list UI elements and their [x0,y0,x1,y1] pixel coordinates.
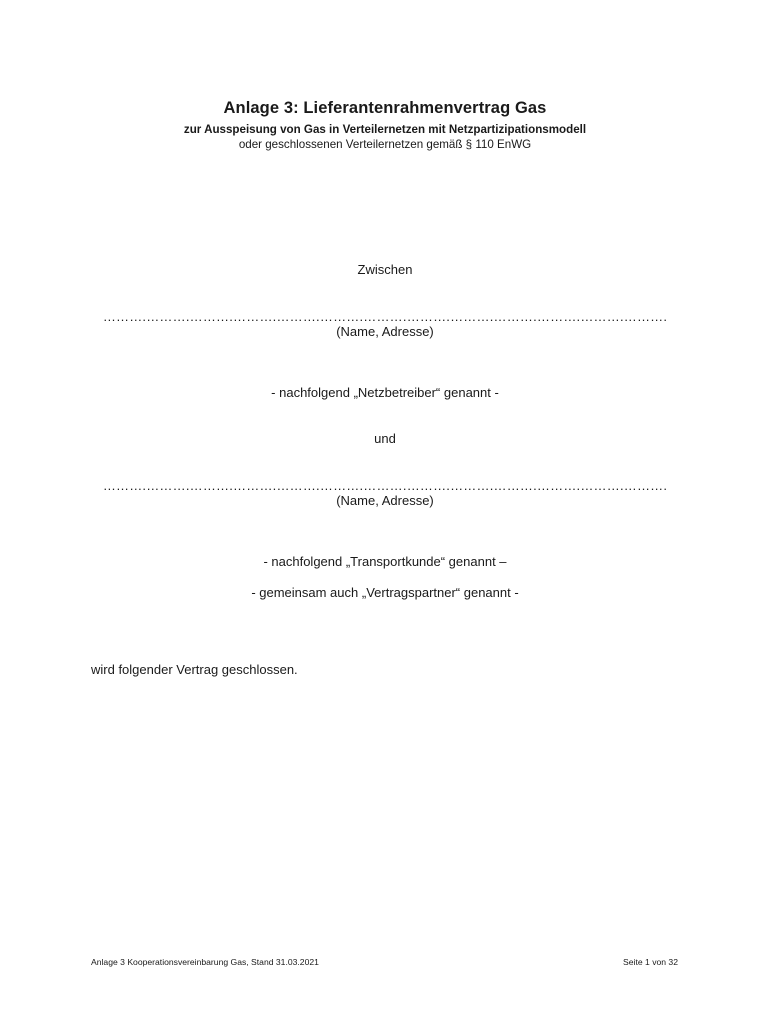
document-title: Anlage 3: Lieferantenrahmenvertrag Gas [223,99,547,117]
party2-signature-line: ……….……….……….……….……….……….……….……….……….……….……….……….………. [102,478,668,493]
party2-placeholder: (Name, Adresse) [336,493,434,508]
party1-signature-line: ……….……….……….……….……….……….……….……….……….……….……….……….………. [102,309,668,324]
together-role: - gemeinsam auch „Vertragspartner“ genannt - [251,585,519,600]
document-subtitle: oder geschlossenen Verteilernetzen gemäß § 110 EnWG [238,138,532,151]
party1-placeholder: (Name, Adresse) [336,324,434,339]
and-label: und [374,431,396,446]
footer-document-info: Anlage 3 Kooperationsvereinbarung Gas, Stand 31.03.2021 [91,957,319,967]
document-subtitle-bold: zur Ausspeisung von Gas in Verteilernetzen mit Netzpartizipationsmodell [183,123,587,136]
party1-role: - nachfolgend „Netzbetreiber“ genannt - [271,385,499,400]
party2-role: - nachfolgend „Transportkunde“ genannt – [263,554,507,569]
between-label: Zwischen [357,262,413,277]
footer-page-number: Seite 1 von 32 [623,957,678,967]
closing-sentence: wird folgender Vertrag geschlossen. [91,662,298,677]
